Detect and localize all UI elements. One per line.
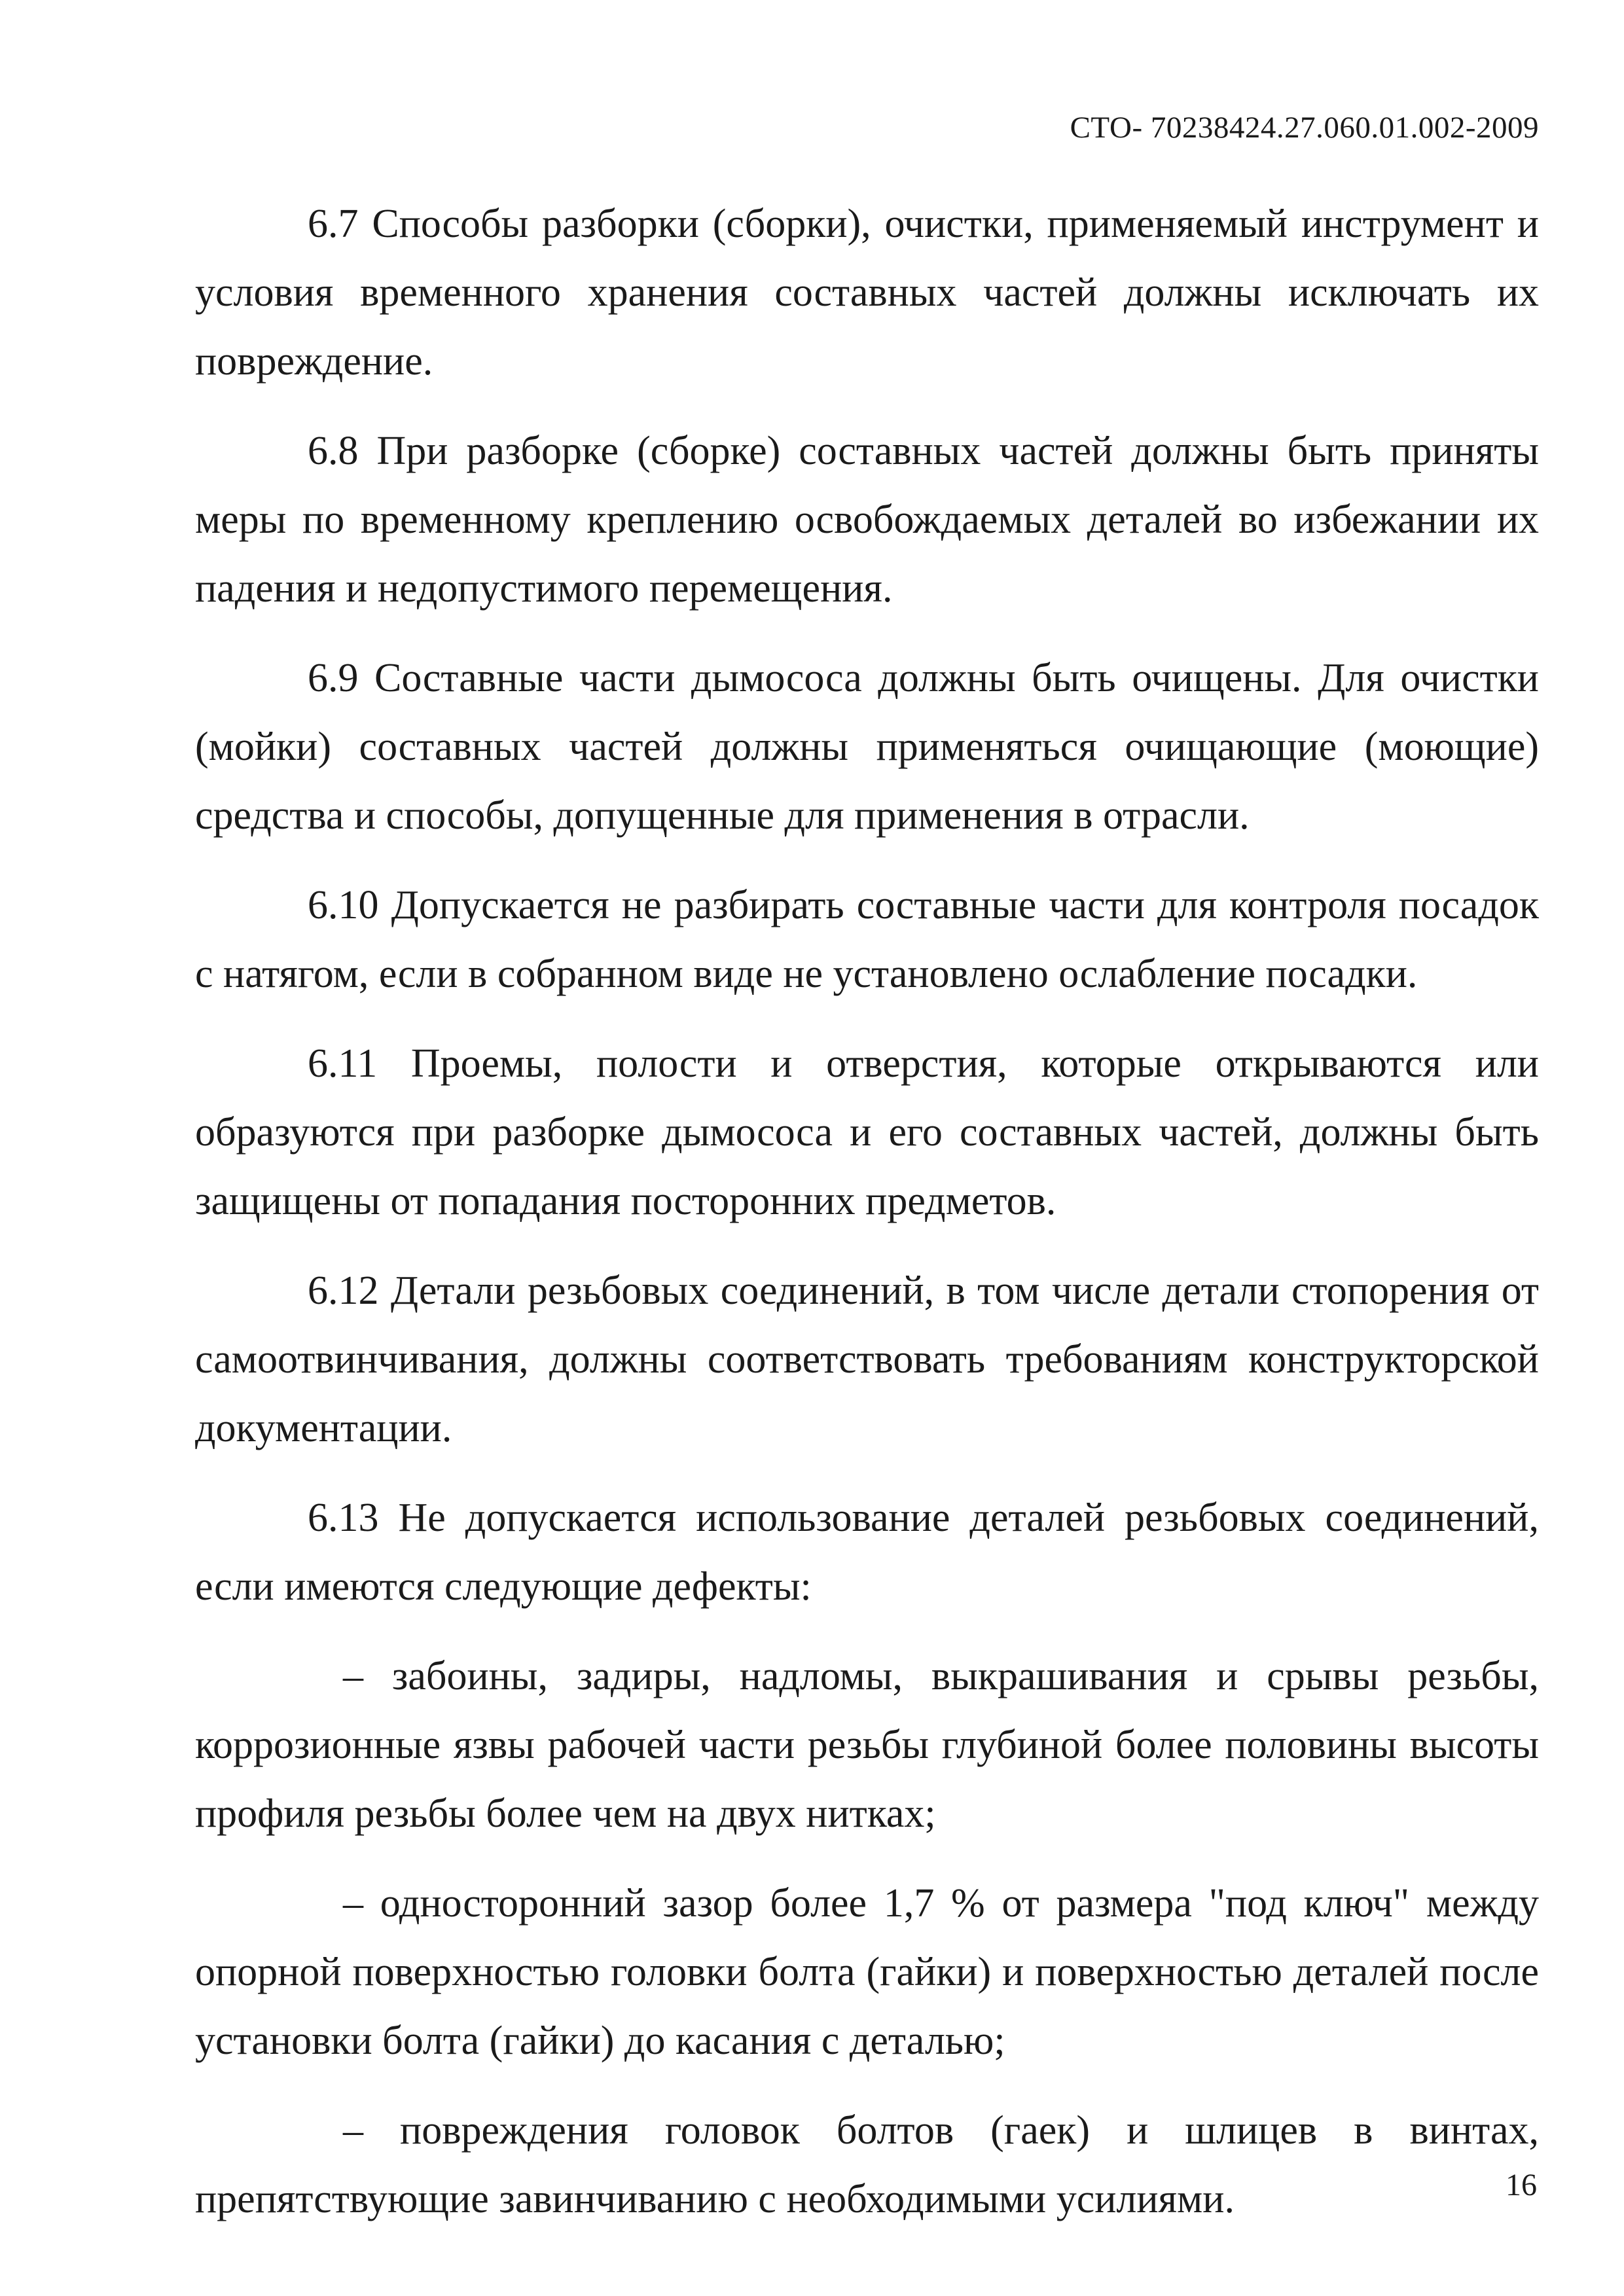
defect-list-item: – повреждения головок болтов (гаек) и шлицев в винтах, препятствующие завинчиванию с необходимыми усилиями. xyxy=(195,2108,1539,2221)
paragraph-6-10: 6.10 Допускается не разбирать составные части для контроля посадок с натягом, если в собранном виде не установлено ослабление посадки. xyxy=(195,883,1539,996)
page-number: 16 xyxy=(1506,2168,1537,2202)
paragraph-6-8: 6.8 При разборке (сборке) составных частей должны быть приняты меры по временному креплению освобождаемых деталей во избежании их падения и недопустимого перемещения. xyxy=(195,429,1539,611)
paragraph-6-9: 6.9 Составные части дымососа должны быть очищены. Для очистки (мойки) составных частей должны применяться очищающие (моющие) средства и способы, допущенные для применения в отрасли. xyxy=(195,656,1539,838)
document-body xyxy=(195,190,1539,2234)
paragraph-6-7: 6.7 Способы разборки (сборки), очистки, применяемый инструмент и условия временного хранения составных частей должны исключать их повреждение. xyxy=(195,202,1539,384)
paragraph-6-11: 6.11 Проемы, полости и отверстия, которые открываются или образуются при разборке дымососа и его составных частей, должны быть защищены от попадания посторонних предметов. xyxy=(195,1041,1539,1223)
paragraph-6-13: 6.13 Не допускается использование деталей резьбовых соединений, если имеются следующие дефекты: xyxy=(195,1496,1539,1609)
paragraph-6-12: 6.12 Детали резьбовых соединений, в том числе детали стопорения от самоотвинчивания, должны соответствовать требованиям конструкторской документации. xyxy=(195,1268,1539,1450)
document-code: СТО- 70238424.27.060.01.002-2009 xyxy=(1070,111,1539,145)
defect-list-item: – забоины, задиры, надломы, выкрашивания и срывы резьбы, коррозионные язвы рабочей части резьбы глубиной более половины высоты профиля резьбы более чем на двух нитках; xyxy=(195,1654,1539,1836)
defect-list-item: – односторонний зазор более 1,7 % от размера "под ключ" между опорной поверхностью головки болта (гайки) и поверхностью деталей после установки болта (гайки) до касания с деталью; xyxy=(195,1881,1539,2063)
